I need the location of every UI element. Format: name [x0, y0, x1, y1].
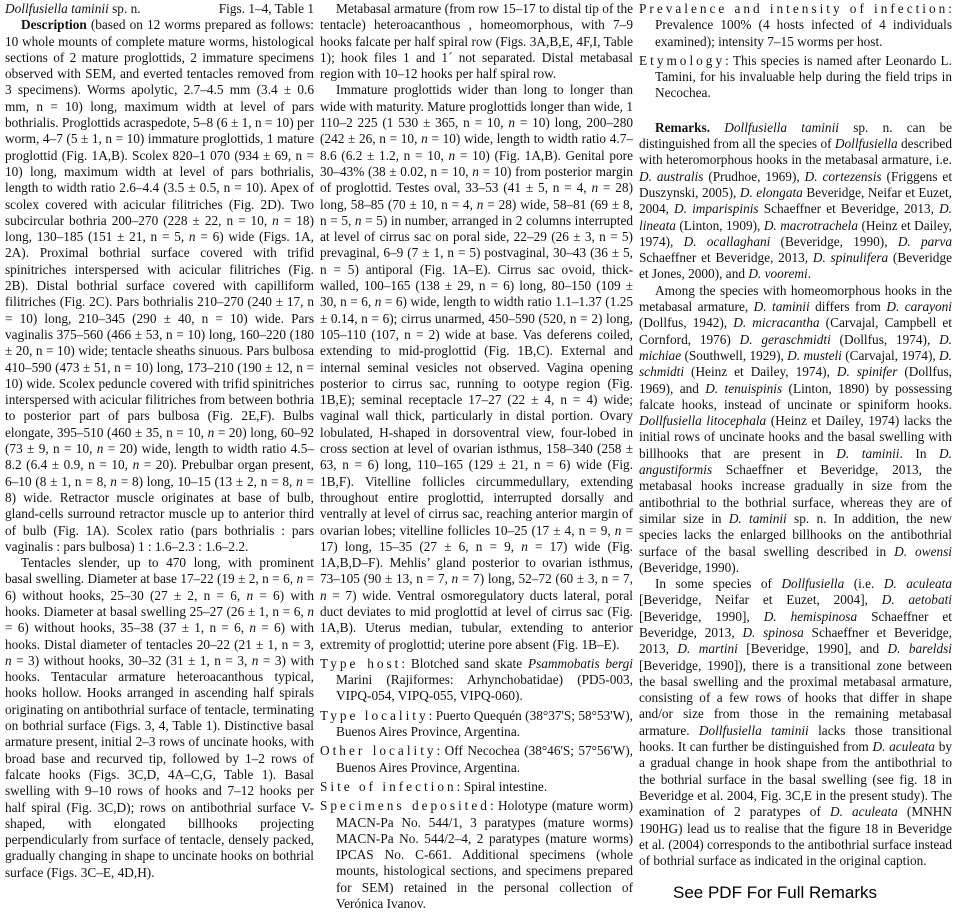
text-run: (Heinz et Dailey, 1974) lacks the initial rows of uncinate hooks and the basal swelling with billhooks that are present in: [639, 413, 952, 461]
italic-run: D. vooremi: [748, 266, 808, 282]
text-run: by a gradual change in hook shape from the antibothrial to the bothrial surface in the basal swelling (see fig. 18 in Beveridge et al. 2004, Fig. 3C,E in the present study). The examination of 2 paratypes of: [639, 739, 953, 820]
italic-run: n: [451, 571, 459, 587]
text-run: (Southwell, 1929),: [681, 347, 788, 363]
description-paragraph: [5, 17, 314, 555]
text-run: = 10) from posterior margin of proglottid. Testes oval, 33–53 (41 ± 5, n = 4,: [320, 163, 633, 196]
text-run: Among the species with homeomorphous hooks in the metabasal armature,: [639, 282, 952, 315]
text-run: : Blotched sand skate: [401, 655, 528, 671]
text-run: Schaeffner et Beveridge, 2013,: [639, 250, 813, 266]
italic-run: n: [96, 441, 104, 457]
italic-run: n: [421, 131, 428, 147]
italic-run: n: [110, 473, 117, 489]
text-run: = 20). Prebulbar organ present, 6–10 (8 ± 1, n = 8,: [5, 457, 315, 489]
field-label: Etymology: [639, 52, 726, 68]
text-run: : Off Necochea (38°46'S; 57°56'W), Buenos Aires Province, Argentina.: [336, 743, 633, 775]
italic-run: D. owensi: [894, 543, 952, 559]
italic-run: Psammobatis bergi: [527, 655, 633, 671]
italic-run: D. tenuispinis: [705, 380, 783, 396]
species-heading: [5, 1, 314, 17]
text-run: (Prudhoe, 1969),: [703, 168, 805, 184]
italic-run: n: [320, 587, 327, 603]
text-run: Schaeffner et Beveridge, 2013, the metabasal hooks increase gradually in size from the antibothrial to the bothrial surface, whereas they are of similar size in: [639, 462, 952, 526]
italic-run: n: [354, 212, 362, 228]
proglottids-paragraph: [320, 82, 633, 652]
field-label: Site of infection: [320, 778, 457, 794]
italic-run: D. geraschmidti: [739, 331, 831, 347]
text-run: : Puerto Quequén (38°37'S; 58°53'W), Buenos Aires Province, Argentina.: [336, 707, 633, 740]
text-run: = 10) (Fig. 1A,B). Genital pore 30–43% (38 ± 0.02, n = 10,: [320, 147, 634, 179]
italic-run: D. australis: [639, 168, 704, 184]
text-run: (MNHN 190HG) lead us to realise that the figure 18 in Beveridge et al. (2004) corresponds to the antibothrial surface instead of bothrial surface as indicated in the original caption.: [639, 804, 952, 869]
italic-run: D. lineata: [639, 201, 952, 233]
etymology-entry: [639, 53, 952, 102]
text-run: = 6) with hooks. Distal diameter of tentacles 20–22 (21 ± 1, n = 3,: [5, 620, 314, 652]
pdf-link-container: [639, 883, 952, 904]
other-locality-entry: [320, 743, 633, 776]
italic-run: D. schmidti: [639, 347, 952, 380]
italic-run: D. aculeata: [872, 739, 935, 755]
text-run: = 17) wide (Fig. 1A,B,D–F). Mehlis’ gland posterior to ovarian isthmus, 73–105 (90 ± 13, n = 7,: [320, 538, 633, 587]
text-run: (Linton, 1909),: [675, 217, 764, 233]
text-run: sp. n. can be distinguished from all the species of: [639, 119, 953, 152]
section-label: Description: [21, 17, 87, 33]
text-run: [Beveridge, Neifar et Euzet, 2004],: [639, 592, 882, 608]
text-run: . In: [899, 445, 940, 461]
text-run: = 8) long, 10–15 (13 ± 2, n = 8,: [116, 473, 297, 489]
italic-run: D. imparispinis: [674, 201, 759, 217]
italic-run: n: [521, 538, 528, 554]
text-run: Beveridge, Neifar et Euzet, 2004,: [639, 184, 952, 217]
type-host-entry: [320, 656, 633, 705]
column-2: [320, 1, 633, 915]
text-run: : This species is named after Leonardo L. Tamini, for his invaluable help during the field trips in Necochea.: [655, 52, 952, 101]
text-run: = 3) with hooks. Tentacular armature heteroacanthous typical, hooks hollow. Hooks arranged in ascending half spirals originating on antibothrial surface of tentacle, terminating on bothrial surface (Figs. 3, 4, Table 1). Distinctive basal armature present, initial 2–3 rows of uncinate hooks, with broad base and recurved tip, followed by 1–2 rows of falcate hooks (Figs. 3C,D, 4A–C,G, Table 1). Basal swelling with 9–10 rows of hooks and 7–12 hooks per half spiral (Fig. 3C,D); rows on antibothrial surface V-shaped, with elongated billhooks projecting perpendicularly from surface of tentacle, densely packed, gradually changing in shape to uncinate hooks on bothrial surface (Figs. 3C–E, 4D,H).: [5, 652, 314, 880]
text-run: (i.e.: [844, 576, 884, 592]
specimens-deposited-entry: [320, 798, 633, 912]
text-run: : Prevalence 100% (4 hosts infected of 4 individuals examined); intensity 7–15 worms per host.: [655, 1, 952, 49]
italic-run: n: [207, 424, 215, 440]
italic-run: D. angustiformis: [639, 445, 952, 478]
text-run: = 28) long, 58–85 (70 ± 10, n = 4,: [320, 180, 633, 212]
see-pdf-link[interactable]: See PDF For Full Remarks: [673, 883, 878, 903]
italic-run: n: [591, 180, 599, 196]
species-title: [5, 1, 141, 17]
italic-run: D. macrotrachela: [763, 217, 858, 233]
metabasal-paragraph: [320, 1, 633, 82]
italic-run: D. taminii: [753, 299, 810, 315]
text-run: (Dollfus, 1974),: [830, 331, 940, 347]
italic-run: Dollfusiella: [834, 136, 898, 152]
text-run: Schaeffner et Beveridge, 2013,: [639, 608, 952, 640]
italic-run: D. aculeata: [830, 804, 898, 820]
text-run: [Beveridge, 1990],: [639, 608, 764, 624]
italic-run: n: [249, 620, 257, 636]
text-run: Immature proglottids wider than long to longer than wide with maturity. Mature proglottids longer than wide, 1 110–2 225 (1 530 ± 365, n = 10,: [320, 82, 633, 131]
text-run: = 7) wide. Ventral osmoregulatory ducts lateral, poral duct deviates to mid proglottid at level of cirrus sac (Fig. 1A,B). Uterus median, tubular, extending to anterior extremity of proglottid; uterine pore absent (Fig. 1B–E).: [320, 587, 633, 652]
text-run: (Dollfus, 1942),: [639, 315, 734, 331]
text-run: = 3) without hooks, 30–32 (31 ± 1, n = 3,: [11, 652, 252, 668]
italic-run: D. cortezensis: [804, 168, 882, 184]
italic-run: n: [188, 229, 196, 245]
section-gap: [639, 105, 952, 120]
italic-run: Dollfusiella: [781, 576, 845, 592]
text-run: (Friggens et Duszynski, 2005),: [639, 168, 953, 200]
italic-run: n: [472, 163, 479, 179]
text-run: Schaeffner et Beveridge, 2013,: [758, 201, 940, 217]
text-run: (Heinz et Dailey, 1974),: [684, 364, 837, 380]
text-run: [710, 120, 724, 135]
italic-run: Dollfusiella taminii: [724, 119, 839, 135]
italic-run: n: [251, 652, 259, 668]
text-run: Marini (Rajiformes: Arhynchobatidae) (PD5-003, VIPQ-054, VIPQ-055, VIPQ-060).: [336, 672, 633, 704]
text-run: (Beveridge, 1990).: [639, 559, 740, 575]
field-label: Specimens deposited: [320, 798, 490, 814]
italic-run: D. musteli: [787, 347, 842, 363]
column-3: [639, 1, 952, 904]
text-run: (Linton, 1890) by possessing falcate hooks, instead of uncinate or spiniform hooks.: [639, 380, 953, 412]
section-label: Remarks.: [655, 119, 711, 135]
species-name: Dollfusiella taminii: [5, 1, 109, 16]
prevalence-entry: [639, 1, 952, 50]
text-run: = 5) in number, arranged in 2 columns interrupted at level of cirrus sac on poral side, 22–29 (26 ± 3, n = 5) prevaginal, 6–9 (7 ± 1, n = 5) postvaginal, 30–43 (36 ± 5, n = 5) antiporal (Fig. 1A–E). Cirrus sac ovoid, thick-walled, 100–165 (138 ± 29, n = 6) long, 80–150 (109 ± 30, n = 6,: [320, 212, 634, 310]
text-run: = 18) long, 130–185 (151 ± 21, n = 5,: [5, 212, 314, 245]
text-run: = 6) wide, length to width ratio 1.1–1.37 (1.25 ± 0.14, n = 6); cirrus unarmed, 450–590 (520, n = 2) long, 105–110 (107, n = 2) wide at base. Vas deferens coiled, extending to mid-proglottid (Fig. 1B,C). External and internal seminal vesicles not observed. Vagina opening posterior to cirrus sac, running to ootype region (Fig. 1B,E); seminal receptacle 17–27 (22 ± 4, n = 4) wide; vaginal wall thick, particularly in distal portion. Ovary lobulated, H-shaped in dorsoventral view, four-lobed in cross section at level of ovarian isthmus, 158–340 (258 ± 63, n = 6) long, 110–165 (129 ± 21, n = 6) wide (Fig. 1B,F). Vitelline follicles circummedullary, extending throughout entire proglottid, interrupted dorsally and ventrally at level of cirrus sac, reaching anterior margin of ovarian lobes; vitelline follicles 10–25 (17 ± 4, n = 9,: [320, 294, 633, 538]
italic-run: D. taminii: [728, 510, 787, 526]
italic-run: D. carayoni: [886, 299, 952, 315]
text-run: = 6) without hooks, 35–38 (37 ± 1, n = 6,: [5, 620, 250, 636]
site-of-infection-entry: [320, 779, 633, 795]
text-run: .: [807, 266, 811, 282]
column-1: [5, 1, 314, 881]
text-run: (Beveridge, 1990),: [770, 233, 898, 249]
italic-run: n: [272, 212, 279, 228]
text-run: In some species of: [655, 576, 782, 592]
text-run: = 7) long, 52–72 (60 ± 3, n = 7,: [458, 571, 633, 587]
text-run: differs from: [809, 299, 887, 315]
italic-run: D. micracantha: [733, 315, 820, 331]
italic-run: n: [307, 603, 314, 619]
italic-run: D. martini: [677, 641, 738, 657]
text-run: [Beveridge, 1990], and: [737, 641, 888, 657]
text-run: = 6) wide (Figs. 1A, 2A). Proximal bothrial surface covered with trifid spinitriches interspersed with acicular filitriches (Fig. 2B). Distal bothrial surface covered with capilliform filitriches (Fig. 2C). Pars bothrialis 210–270 (240 ± 17, n = 10) long, 210–345 (290 ± 40, n = 10) wide. Pars vaginalis 375–560 (466 ± 53, n = 10) long, 160–220 (180 ± 20, n = 10) wide; tentacle sheaths sinuous. Pars bulbosa 410–590 (473 ± 51, n = 10) long, 173–210 (190 ± 12, n = 10) wide. Scolex peduncle covered with trifid spinitriches interspersed with acicular filitriches from between bothria to posterior part of pars bulbosa (Fig. 2E,F). Bulbs elongate, 395–510 (460 ± 35, n = 10,: [5, 229, 314, 440]
text-run: Tentacles slender, up to 470 long, with prominent basal swelling. Diameter at base 17–22 (19 ± 2, n = 6,: [5, 555, 314, 587]
text-run: (Dollfus, 1969), and: [639, 364, 952, 396]
italic-run: n: [132, 457, 140, 473]
text-run: (Carvajal, 1974),: [841, 347, 940, 363]
text-run: = 20) long, 60–92 (73 ± 9, n = 10,: [5, 424, 314, 457]
italic-run: Dollfusiella taminii: [698, 722, 809, 738]
text-run: = 6) without hooks, 25–30 (27 ± 2, n = 6,: [5, 571, 314, 603]
text-run: = 6) with hooks. Diameter at basal swelling 25–27 (26 ± 1, n = 6,: [5, 587, 314, 619]
text-run: (based on 12 worms prepared as follows: 10 whole mounts of complete mature worms, histological sections of 2 mature proglottids, 2 immature specimens observed with SEM, and everted tentacles removed from 3 specimens). Worms apolytic, 2.7–4.5 mm (3.4 ± 0.6 mm, n = 10) long, maximum width at level of pars bothrialis. Proglottids acraspedote, 5–8 (6 ± 1, n = 10) per worm, 4–7 (5 ± 1, n = 10) immature proglottids, 1 mature proglottid (Fig. 1A,B). Scolex 820–1 070 (934 ± 69, n = 10) long, maximum width at level of pars bothrialis, length to width ratio 2.6–4.4 (3.5 ± 0.5, n = 10). Apex of scolex covered with acicular filitriches (Fig. 2D). Two subcircular bothria 200–270 (228 ± 22, n = 10,: [5, 17, 314, 228]
text-run: (Beveridge et Jones, 2000), and: [639, 250, 952, 282]
text-run: [Beveridge, 1990]), there is a transitional zone between the basal swelling and the proximal metabasal armature, consisting of a few rows of hooks that differ in shape and/or size from those in the remaining metabasal armature.: [639, 657, 952, 738]
remarks-paragraph-2: [639, 283, 952, 576]
italic-run: D. ocallaghani: [683, 233, 771, 249]
tentacles-paragraph: [5, 555, 314, 881]
text-run: (Carvajal, Campbell et Cornford, 1976): [639, 315, 953, 347]
italic-run: D. michiae: [639, 331, 953, 363]
text-run: described with heteromorphous hooks in the metabasal armature, i.e.: [639, 136, 952, 168]
italic-run: D. aculeata: [883, 576, 952, 592]
italic-run: n: [374, 294, 382, 310]
text-run: = 20) wide, length to width ratio 4.5–8.2 (6.4 ± 0.9, n = 10,: [5, 441, 314, 473]
italic-run: n: [476, 196, 484, 212]
italic-run: n: [448, 147, 456, 163]
italic-run: n: [508, 115, 516, 131]
text-run: : Spiral intestine.: [456, 778, 548, 794]
italic-run: n: [296, 473, 303, 489]
italic-run: Dollfusiella litocephala: [639, 413, 767, 429]
remarks-paragraph-3: [639, 576, 952, 869]
italic-run: D. hemispinosa: [763, 608, 858, 624]
field-label: Prevalence and intensity of infection: [639, 1, 949, 16]
field-label: Type locality: [320, 707, 429, 723]
text-run: Schaeffner et Beveridge, 2013,: [639, 624, 952, 657]
italic-run: n: [296, 571, 304, 587]
text-run: : Holotype (mature worm) MACN-Pa No. 544/1, 3 paratypes (mature worms) MACN-Pa No. 544/2–4, 2 paratypes (mature worms) IPCAS No. C-661. Additional specimens (whole mounts, histological sections, and specimens prepared for SEM) retained in the personal collection of Verónica Ivanov.: [336, 798, 633, 912]
text-run: = 17) long, 15–35 (27 ± 6, n = 9,: [320, 522, 633, 554]
italic-run: D. elongata: [739, 184, 803, 200]
italic-run: D. aetobati: [881, 592, 952, 608]
figure-reference: Figs. 1–4, Table 1: [218, 1, 314, 16]
italic-run: D. spinifer: [836, 364, 898, 380]
text-run: = 10) long, 200–280 (242 ± 26, n = 10,: [320, 115, 633, 147]
text-run: sp. n. In addition, the new species lacks the enlarged billhooks on the antibothrial surface of the basal swelling described in: [639, 510, 952, 559]
text-run: = 10) wide, length to width ratio 4.7–8.6 (6.2 ± 1.2, n = 10,: [320, 131, 633, 163]
italic-run: D. spinosa: [742, 624, 804, 640]
italic-run: D. spinulifera: [812, 250, 889, 266]
field-label: Other locality: [320, 743, 437, 759]
remarks-paragraph-1: [639, 120, 952, 283]
italic-run: n: [5, 652, 12, 668]
text-run: (Heinz et Dailey, 1974),: [639, 217, 953, 249]
italic-run: D. bareldsi: [887, 641, 952, 657]
text-run: lacks those transitional hooks. It can further be distinguished from: [639, 722, 952, 755]
italic-run: D. taminii: [836, 445, 900, 461]
text-run: = 8) wide. Retractor muscle originates at base of bulb, gland-cells surround retractor muscle up to anterior third of bulb (Fig. 1A). Scolex ratio (pars bothrialis : pars vaginalis : pars bulbosa) 1 : 1.6–2.3 : 1.6–2.2.: [5, 473, 314, 554]
species-suffix: sp. n.: [108, 1, 141, 16]
type-locality-entry: [320, 708, 633, 741]
field-label: Type host: [320, 655, 402, 671]
italic-run: n: [614, 522, 622, 538]
text-run: Metabasal armature (from row 15–17 to distal tip of the tentacle) heteroacanthous , homeomorphous, with 7–9 hooks falcate per half spiral row (Figs. 3A,B,E, 4F,I, Table 1); hook files 1 and 1´ not separated. Distal metabasal region with 10–12 hooks per half spiral row.: [320, 1, 633, 82]
text-run: = 28) wide, 58–81 (69 ± 8, n = 5,: [320, 196, 633, 228]
italic-run: n: [246, 587, 254, 603]
italic-run: D. parva: [897, 233, 953, 249]
